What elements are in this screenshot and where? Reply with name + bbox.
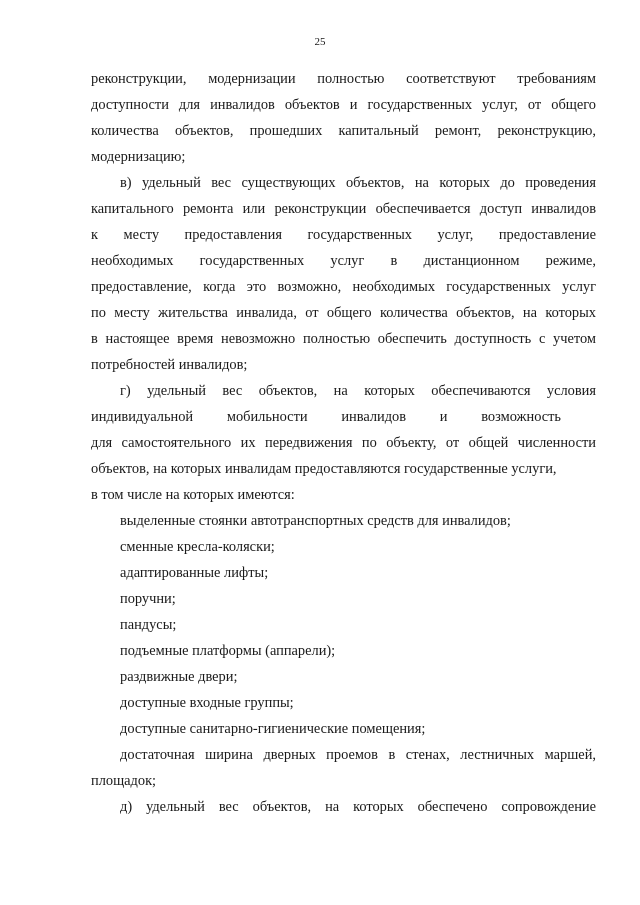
- paragraph-g-start: г) удельный вес объектов, на которых обеспечиваются условия: [120, 383, 596, 399]
- text-line: в том числе на которых имеются:: [91, 487, 295, 503]
- list-item: адаптированные лифты;: [120, 565, 269, 581]
- list-item: выделенные стоянки автотранспортных средств для инвалидов;: [120, 513, 511, 529]
- text-line: площадок;: [91, 773, 157, 789]
- list-item: раздвижные двери;: [120, 669, 238, 685]
- text-line: доступности для инвалидов объектов и государственных услуг, от общего: [91, 97, 596, 113]
- text-line: индивидуальной мобильности инвалидов и возможность: [91, 409, 561, 425]
- paragraph-d-start: д) удельный вес объектов, на которых обеспечено сопровождение: [120, 799, 596, 815]
- list-item: подъемные платформы (аппарели);: [120, 643, 336, 659]
- text-line: капитального ремонта или реконструкции обеспечивается доступ инвалидов: [91, 201, 596, 217]
- list-item: достаточная ширина дверных проемов в стенах, лестничных маршей,: [120, 747, 596, 763]
- text-line: по месту жительства инвалида, от общего количества объектов, на которых: [91, 305, 596, 321]
- text-line: потребностей инвалидов;: [91, 357, 248, 373]
- text-line: количества объектов, прошедших капитальный ремонт, реконструкцию,: [91, 123, 596, 139]
- text-line: объектов, на которых инвалидам предоставляются государственные услуги,: [91, 461, 557, 477]
- list-item: пандусы;: [120, 617, 177, 633]
- text-line: модернизацию;: [91, 149, 186, 165]
- list-item: поручни;: [120, 591, 176, 607]
- text-line: предоставление, когда это возможно, необходимых государственных услуг: [91, 279, 596, 295]
- text-line: необходимых государственных услуг в дистанционном режиме,: [91, 253, 596, 269]
- text-line: к месту предоставления государственных услуг, предоставление: [91, 227, 596, 243]
- paragraph-v-start: в) удельный вес существующих объектов, на которых до проведения: [120, 175, 596, 191]
- list-item: сменные кресла-коляски;: [120, 539, 275, 555]
- page-number: 25: [314, 36, 326, 48]
- list-item: доступные входные группы;: [120, 695, 294, 711]
- text-line: реконструкции, модернизации полностью соответствуют требованиям: [91, 71, 596, 87]
- text-line: в настоящее время невозможно полностью обеспечить доступность с учетом: [91, 331, 596, 347]
- list-item: доступные санитарно-гигиенические помещения;: [120, 721, 426, 737]
- text-line: для самостоятельного их передвижения по объекту, от общей численности: [91, 435, 596, 451]
